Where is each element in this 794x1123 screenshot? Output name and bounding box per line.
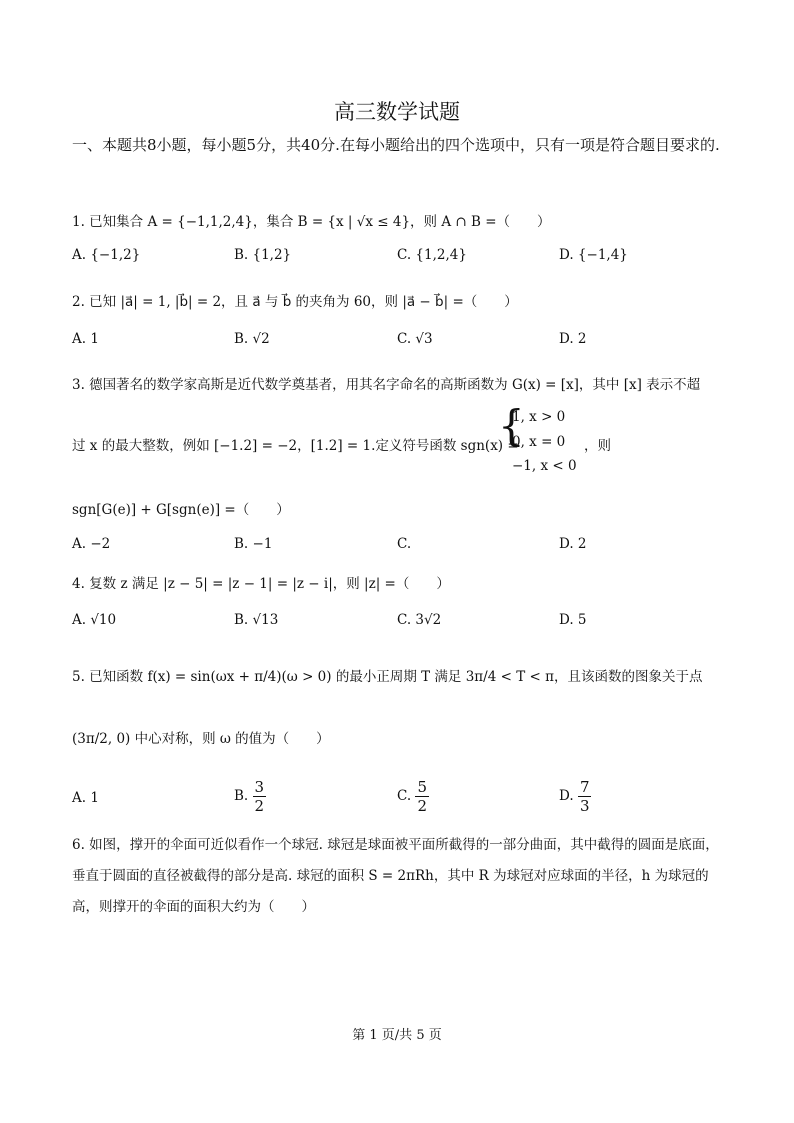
page-title: 高三数学试题 — [334, 100, 460, 124]
question-5-option-b — [234, 778, 266, 815]
option-d-denominator: 3 — [579, 797, 590, 815]
piecewise-brace: { — [498, 401, 525, 450]
option-c-label: C. — [397, 788, 412, 804]
piecewise-case-2: 0, x = 0 — [512, 434, 566, 450]
question-3-line-2-end: ，则 — [584, 438, 611, 454]
question-2-option-a: A. 1 — [72, 331, 99, 347]
option-c-fraction — [415, 778, 429, 815]
question-1-option-b: B. {1,2} — [234, 247, 292, 263]
question-5-line-2: (3π/2, 0) 中心对称，则 ω 的值为（ ） — [72, 731, 330, 747]
question-4-option-d: D. 5 — [559, 612, 587, 628]
option-c-numerator: 5 — [417, 778, 427, 796]
question-3-line-1: 3. 德国著名的数学家高斯是近代数学奠基者，用其名字命名的高斯函数为 G(x) = [x]，其中 [x] 表示不超 — [72, 377, 701, 393]
question-6-text: 6. 如图，撑开的伞面可近似看作一个球冠. 球冠是球面被平面所截得的一部分曲面，其中截得的圆面是底面，垂直于圆面的直径被截得的部分是高. 球冠的面积 S = 2πRh，其中 R 为球冠对应球面的半径，h 为球冠的高，则撑开的伞面的面积大约为（ ） — [72, 837, 719, 915]
question-3-line-3: sgn[G(e)] + G[sgn(e)] =（ ） — [72, 502, 290, 518]
piecewise-case-1: 1, x > 0 — [512, 409, 566, 425]
question-1-option-d: D. {−1,4} — [559, 247, 628, 263]
question-5-option-d — [559, 778, 591, 815]
question-4-stem: 4. 复数 z 满足 |z − 5| = |z − 1| = |z − i|，则 |z| =（ ） — [72, 576, 450, 592]
question-5-line-1: 5. 已知函数 f(x) = sin(ωx + π/4)(ω > 0) 的最小正周期 T 满足 3π/4 < T < π，且该函数的图象关于点 — [72, 669, 703, 685]
option-d-numerator: 7 — [579, 778, 590, 796]
option-d-fraction — [578, 778, 592, 815]
option-b-denominator: 2 — [254, 797, 265, 815]
piecewise-case-3: −1, x < 0 — [512, 458, 577, 474]
option-d-label: D. — [559, 788, 574, 804]
question-3-option-a: A. −2 — [72, 536, 111, 552]
question-2-option-c: C. √3 — [397, 331, 433, 347]
option-c-denominator: 2 — [417, 797, 427, 815]
page-footer: 第 1 页/共 5 页 — [352, 1028, 442, 1043]
question-2-option-d: D. 2 — [559, 331, 587, 347]
option-b-numerator: 3 — [254, 778, 265, 796]
question-1-stem: 1. 已知集合 A = {−1,1,2,4}，集合 B = {x | √x ≤ 4}，则 A ∩ B =（ ） — [72, 214, 551, 230]
question-4-option-c: C. 3√2 — [397, 612, 442, 628]
question-4-option-b: B. √13 — [234, 612, 279, 628]
question-2-option-b: B. √2 — [234, 331, 270, 347]
question-5-option-a: A. 1 — [72, 790, 99, 806]
question-1-option-a: A. {−1,2} — [72, 247, 141, 263]
question-4-option-a: A. √10 — [72, 612, 117, 628]
section-instructions: 一、本题共8小题，每小题5分，共40分.在每小题给出的四个选项中，只有一项是符合题目要求的. — [72, 136, 720, 154]
question-3-option-b: B. −1 — [234, 536, 273, 552]
question-3-option-d: D. 2 — [559, 536, 587, 552]
question-2-stem: 2. 已知 |a⃗| = 1, |b⃗| = 2，且 a⃗ 与 b⃗ 的夹角为 60，则 |a⃗ − b⃗| =（ ） — [72, 294, 518, 310]
question-3-option-c: C. — [397, 536, 412, 552]
option-b-label: B. — [234, 788, 249, 804]
question-3-line-2: 过 x 的最大整数，例如 [−1.2] = −2，[1.2] = 1.定义符号函数 sgn(x) = — [72, 438, 519, 454]
question-5-option-c — [397, 778, 429, 815]
option-b-fraction — [253, 778, 267, 815]
question-1-option-c: C. {1,2,4} — [397, 247, 467, 263]
